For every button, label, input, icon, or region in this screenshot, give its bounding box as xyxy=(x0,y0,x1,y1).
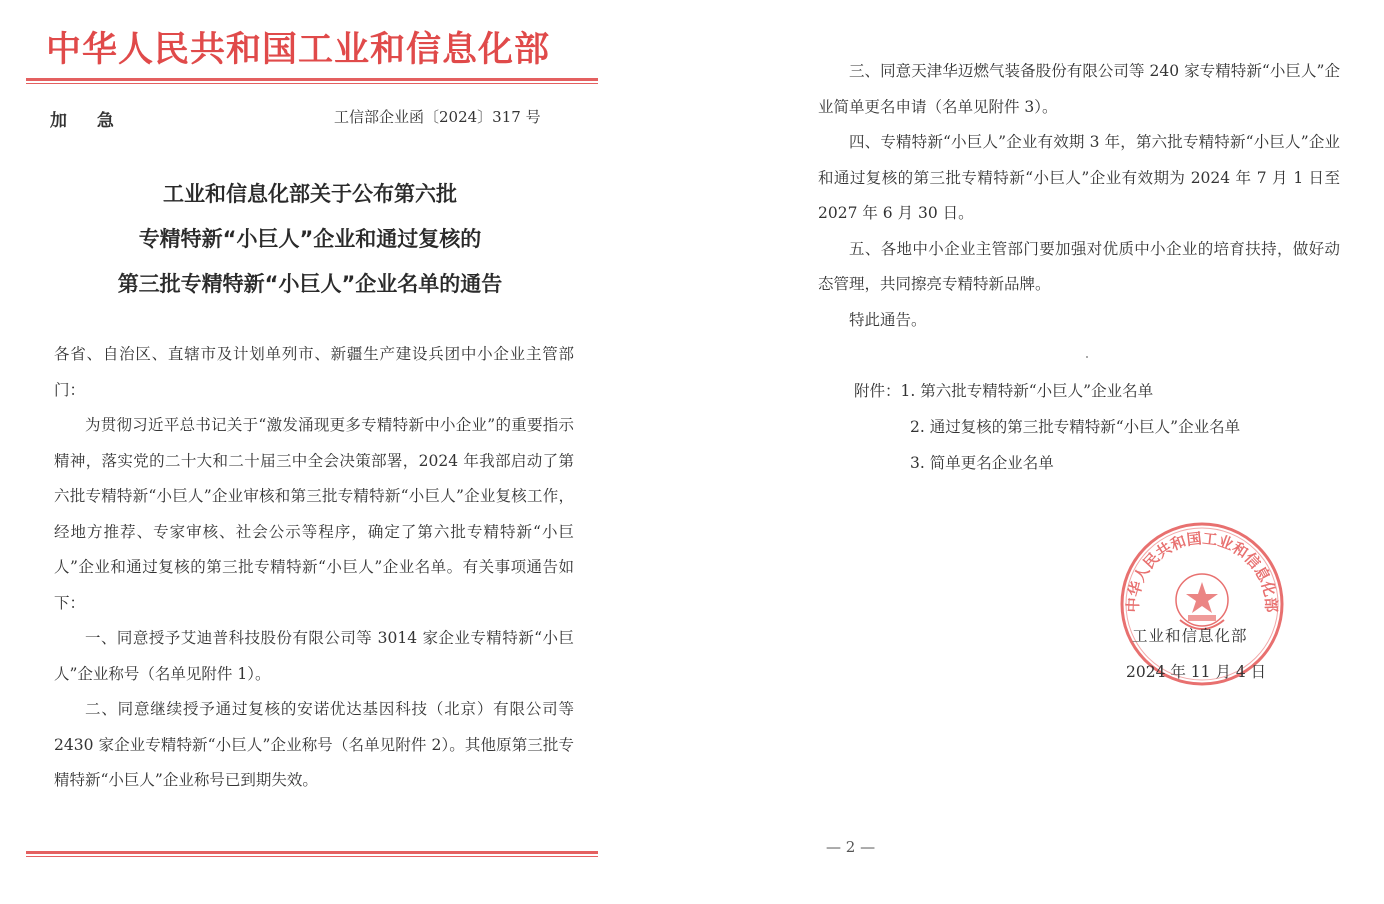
body-paragraph: 五、各地中小企业主管部门要加强对优质中小企业的培育扶持，做好动态管理，共同擦亮专精特新品牌。 xyxy=(818,239,1340,293)
body-paragraph: 二、同意继续授予通过复核的安诺优达基因科技（北京）有限公司等 2430 家企业专精特新“小巨人”企业称号（名单见附件 2）。其他原第三批专精特新“小巨人”企业称号已到期失效。 xyxy=(54,700,574,789)
attachment-item: 附件：1. 第六批专精特新“小巨人”企业名单 xyxy=(854,382,1154,400)
notice-title-line: 工业和信息化部关于公布第六批 xyxy=(163,182,457,206)
footer-red-rule xyxy=(26,851,598,857)
notice-title-line: 第三批专精特新“小巨人”企业名单的通告 xyxy=(117,272,503,296)
body-paragraph: 一、同意授予艾迪普科技股份有限公司等 3014 家企业专精特新“小巨人”企业称号（名单见附件 1）。 xyxy=(54,629,574,683)
letterhead-red-rule xyxy=(26,78,598,84)
scan-speck xyxy=(1086,356,1088,358)
page-number: — 2 — xyxy=(826,838,876,856)
urgency-label: 加 急 xyxy=(50,111,126,131)
attachment-item: 2. 通过复核的第三批专精特新“小巨人”企业名单 xyxy=(910,418,1241,436)
left-page xyxy=(0,0,690,904)
document-number: 工信部企业函〔2024〕317 号 xyxy=(334,108,541,126)
addressee: 各省、自治区、直辖市及计划单列市、新疆生产建设兵团中小企业主管部门： xyxy=(54,345,574,399)
body-paragraph: 为贯彻习近平总书记关于“激发涌现更多专精特新中小企业”的重要指示精神，落实党的二十大和二十届三中全会决策部署，2024 年我部启动了第六批专精特新“小巨人”企业审核和第三批专精特新“小巨人”企业复核工作，经地方推荐、专家审核、社会公示等程序，确定了第六批专精特新“小巨人”企业和通过复核的第三批专精特新“小巨人”企业名单。有关事项通告如下： xyxy=(54,416,574,612)
seal-ring-text: 中华人民共和国工业和信息化部 xyxy=(1123,529,1281,613)
right-page xyxy=(690,0,1384,904)
notice-title xyxy=(30,172,590,307)
attachment-item: 3. 简单更名企业名单 xyxy=(910,454,1054,472)
left-body xyxy=(54,408,574,799)
right-body xyxy=(818,54,1340,338)
signature-organization: 工业和信息化部 xyxy=(1132,627,1248,645)
signature-date: 2024 年 11 月 4 日 xyxy=(1126,663,1267,681)
body-paragraph: 三、同意天津华迈燃气装备股份有限公司等 240 家专精特新“小巨人”企业简单更名申请（名单见附件 3）。 xyxy=(818,62,1340,116)
national-emblem-icon xyxy=(1176,574,1228,629)
attachments-label: 附件： xyxy=(854,382,901,400)
attachments-list xyxy=(854,373,1240,481)
notice-title-line: 专精特新“小巨人”企业和通过复核的 xyxy=(138,227,482,251)
body-paragraph: 特此通告。 xyxy=(849,310,927,329)
letterhead-title: 中华人民共和国工业和信息化部 xyxy=(46,30,551,70)
body-paragraph: 四、专精特新“小巨人”企业有效期 3 年，第六批专精特新“小巨人”企业和通过复核的第三批专精特新“小巨人”企业有效期为 2024 年 7 月 1 日至 2027 年 6 月 30 日。 xyxy=(818,133,1340,222)
